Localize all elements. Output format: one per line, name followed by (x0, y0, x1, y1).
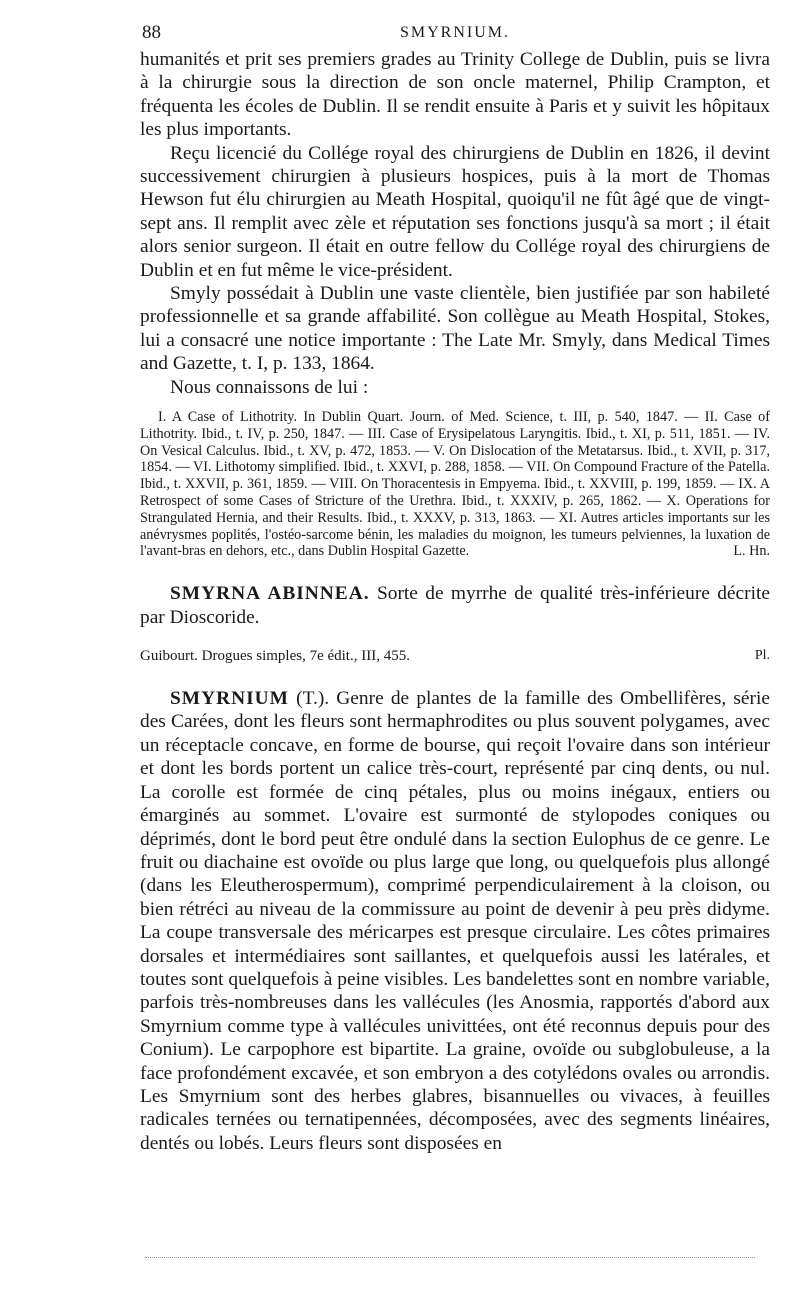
entry-headword: SMYRNIUM (170, 688, 289, 710)
author-signature: Pl. (754, 648, 770, 664)
entry-paragraph (140, 582, 770, 629)
page (140, 18, 770, 1155)
biography-paragraph: Smyly possédait à Dublin une vaste clientèle, bien justifiée par son habileté professionnelle et sa grande affabilité. Son collègue au Meath Hospital, Stokes, lui a consacré une notice importante : The Late Mr. Smyly, dans Medical Times and Gazette, t. I, p. 133, 1864. (140, 283, 770, 375)
entry-paragraph (140, 687, 770, 1155)
page-header (140, 18, 770, 48)
entry-text: Sorte de myrrhe de qualité très-inférieure décrite par Dioscoride. (140, 583, 770, 628)
bibliography-text: I. A Case of Lithotrity. In Dublin Quart. Journ. of Med. Science, t. III, p. 540, 1847. — II. Case of Lithotrity. Ibid., t. IV, p. 250, 1847. — III. Case of Erysipelatous Laryngitis. Ibid., t. XI, p. 511, 1851. — IV. On Vesical Calculus. Ibid., t. XV, p. 472, 1853. — V. On Dislocation of the Metatarsus. Ibid., t. XVII, p. 317, 1854. — VI. Lithotomy simplified. Ibid., t. XXVI, p. 288, 1858. — VII. On Compound Fracture of the Patella. Ibid., t. XXVII, p. 361, 1859. — VIII. On Thoracentesis in Empyema. Ibid., t. XXVIII, p. 199, 1859. — IX. A Retrospect of some Cases of Stricture of the Urethra. Ibid., t. XXXIV, p. 265, 1862. — X. Operations for Strangulated Hernia, and their Results. Ibid., t. XXXV, p. 313, 1863. — XI. Autres articles importants sur les anévrysmes poplités, l'ostéo-sarcome bénin, les maladies du moignon, les tumeurs pelviennes, la luxation de l'avant-bras en dehors, etc., dans Dublin Hospital Gazette. (140, 409, 770, 560)
source-text: Guibourt. Drogues simples, 7e édit., III, 455. (140, 648, 410, 665)
biography-section (140, 48, 770, 560)
author-signature: L. Hn. (733, 543, 770, 560)
entry-headword: SMYRNA ABINNEA. (170, 583, 370, 605)
bibliography-list (140, 409, 770, 560)
biography-paragraph: humanités et prit ses premiers grades au Trinity College de Dublin, puis se livra à la chirurgie sous la direction de son oncle maternel, Philip Crampton, et fréquenta les écoles de Dublin. Il se rendit ensuite à Paris et y suivit les hôpitaux les plus importants. (140, 49, 770, 141)
entry-source (140, 647, 770, 665)
smyrnium-entry (140, 687, 770, 1155)
page-number: 88 (142, 22, 161, 43)
biography-paragraph: Nous connaissons de lui : (170, 376, 369, 398)
running-head: SMYRNIUM. (399, 24, 510, 41)
biography-paragraph: Reçu licencié du Collége royal des chirurgiens de Dublin en 1826, il devint successivement chirurgien à plusieurs hospices, puis à la mort de Thomas Hewson fut élu chirurgien au Meath Hospital, quoiqu'il ne fût âgé que de vingt-sept ans. Il remplit avec zèle et réputation ses fonctions jusqu'à sa mort ; il était alors senior surgeon. Il était en outre fellow du Collége royal des chirurgiens de Dublin et en fut même le vice-président. (140, 142, 770, 281)
entry-text: (T.). Genre de plantes de la famille des Ombellifères, série des Carées, dont les fleurs sont hermaphrodites ou plus souvent polygames, avec un réceptacle concave, en forme de bourse, qui reçoit l'ovaire dans son intérieur et dont les bords portent un calice très-court, représenté par cinq dents, ou nul. La corolle est formée de cinq pétales, plus ou moins inégaux, entiers ou émarginés au sommet. L'ovaire est surmonté de stylopodes coniques ou déprimés, dont le bord peut être ondulé dans la section Eulophus de ce genre. Le fruit ou diachaine est ovoïde ou plus large que long, ou quelquefois plus allongé (dans les Eleutherospermum), comprimé perpendiculairement à la cloison, ou bien rétréci au niveau de la commissure au point de devenir à peu près didyme. La coupe transversale des méricarpes est presque circulaire. Les côtes primaires dorsales et intermédiaires sont saillantes, et quelquefois aussi les latérales, et toutes sont quelquefois à peine visibles. Les bandelettes sont en nombre variable, parfois très-nombreuses dans les vallécules (les Anosmia, rapportés d'abord aux Smyrnium comme type à vallécules univittées, ont été reconnus depuis pour des Conium). Le carpophore est bipartite. La graine, ovoïde ou subglobuleuse, a la face profondément excavée, et son embryon a des cotylédons ovales ou arrondis. Les Smyrnium sont des herbes glabres, bisannuelles ou vivaces, à feuilles radicales ternées ou ternatipennées, décomposées, avec des segments linéaires, dentés ou lobés. Leurs fleurs sont disposées en (140, 688, 770, 1154)
footer-dotted-rule (145, 1257, 755, 1258)
smyrna-entry (140, 582, 770, 665)
